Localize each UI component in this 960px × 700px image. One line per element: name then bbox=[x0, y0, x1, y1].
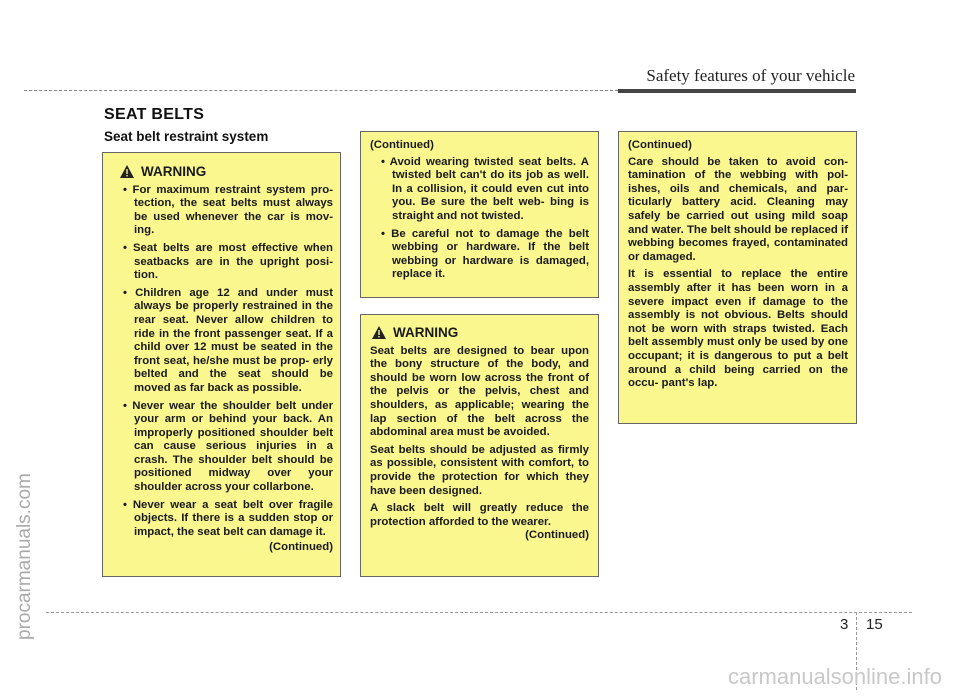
warning-header bbox=[372, 326, 589, 340]
page-header-title: Safety features of your vehicle bbox=[646, 66, 855, 85]
continued-list bbox=[370, 156, 589, 282]
continued-head: (Continued) bbox=[370, 139, 434, 151]
list-item: • Never wear the shoulder belt under your arm or behind your back. An improperly positioned shoulder belt can cause serious injuries in a crash. The shoulder belt should be positioned midway over your shoulder across your collarbone. bbox=[112, 400, 333, 495]
side-site-label: procarmanuals.com bbox=[14, 473, 35, 640]
list-item: • Never wear a seat belt over fragile objects. If there is a sudden stop or impact, the seat belt can damage it. bbox=[112, 499, 333, 540]
paragraph: A slack belt will greatly reduce the protection afforded to the wearer. bbox=[370, 502, 589, 528]
warning-label: WARNING bbox=[393, 325, 459, 340]
list-item: • Be careful not to damage the belt webbing or hardware. If the belt webbing or hardware is damaged, replace it. bbox=[370, 228, 589, 282]
page-number: 15 bbox=[866, 616, 883, 633]
warning-box-3 bbox=[360, 314, 599, 577]
paragraph: It is essential to replace the entire assembly after it has been worn in a severe impact even if damage to the assembly is not obvious. Belts should not be worn with straps twisted. Each belt assembly must only be used by one occupant; it is dangerous to put a belt around a child being carried on the occu- pant's lap. bbox=[628, 268, 848, 390]
list-item: • Children age 12 and under must always be properly restrained in the rear seat. Never allow children to ride in the front passenger seat. If a child over 12 must be seated in the front seat, he/she must be prop- erly belted and the seat should be moved as far back as possible. bbox=[112, 287, 333, 396]
paragraph: Seat belts are designed to bear upon the bony structure of the body, and should be worn low across the front of the pelvis or the pelvis, chest and shoulders, as applicable; wearing the lap section of the belt across the abdominal area must be avoided. bbox=[370, 344, 589, 439]
chapter-number: 3 bbox=[840, 616, 849, 633]
warning-box-1 bbox=[102, 152, 341, 577]
continued-label: (Continued) bbox=[269, 541, 333, 554]
continued-head: (Continued) bbox=[628, 139, 692, 151]
paragraph: Care should be taken to avoid con- tamination of the webbing with pol- ishes, oils and chemicals, and par- ticularly battery acid. Cleaning may safely be carried out using mild soap and water. The belt should be replaced if webbing becomes frayed, contaminated or damaged. bbox=[628, 155, 848, 263]
continued-box-4 bbox=[618, 131, 857, 424]
paragraph: Seat belts should be adjusted as firmly as possible, consistent with comfort, to provide the protection for which they have been designed. bbox=[370, 443, 589, 497]
subsection-title: Seat belt restraint system bbox=[104, 129, 269, 144]
watermark: carmanualsonline.info bbox=[727, 664, 942, 689]
header-dashed-rule bbox=[24, 90, 618, 91]
warning-triangle-icon bbox=[372, 326, 386, 339]
warning-header bbox=[120, 165, 333, 179]
warning-triangle-icon bbox=[120, 165, 134, 178]
list-item: • Seat belts are most effective when seatbacks are in the upright posi- tion. bbox=[112, 242, 333, 283]
continued-label: (Continued) bbox=[525, 529, 589, 542]
warning-list bbox=[112, 184, 333, 540]
footer-dashed-rule bbox=[46, 612, 912, 613]
warning-label: WARNING bbox=[141, 164, 207, 179]
section-title: SEAT BELTS bbox=[104, 106, 205, 123]
list-item: • Avoid wearing twisted seat belts. A twisted belt can't do its job as well. In a collision, it could even cut into you. Be sure the belt web- bing is straight and not twisted. bbox=[370, 156, 589, 224]
header-rule bbox=[618, 89, 856, 93]
continued-box-2 bbox=[360, 131, 599, 298]
list-item: • For maximum restraint system pro- tection, the seat belts must always be used whenever the car is mov- ing. bbox=[112, 184, 333, 238]
